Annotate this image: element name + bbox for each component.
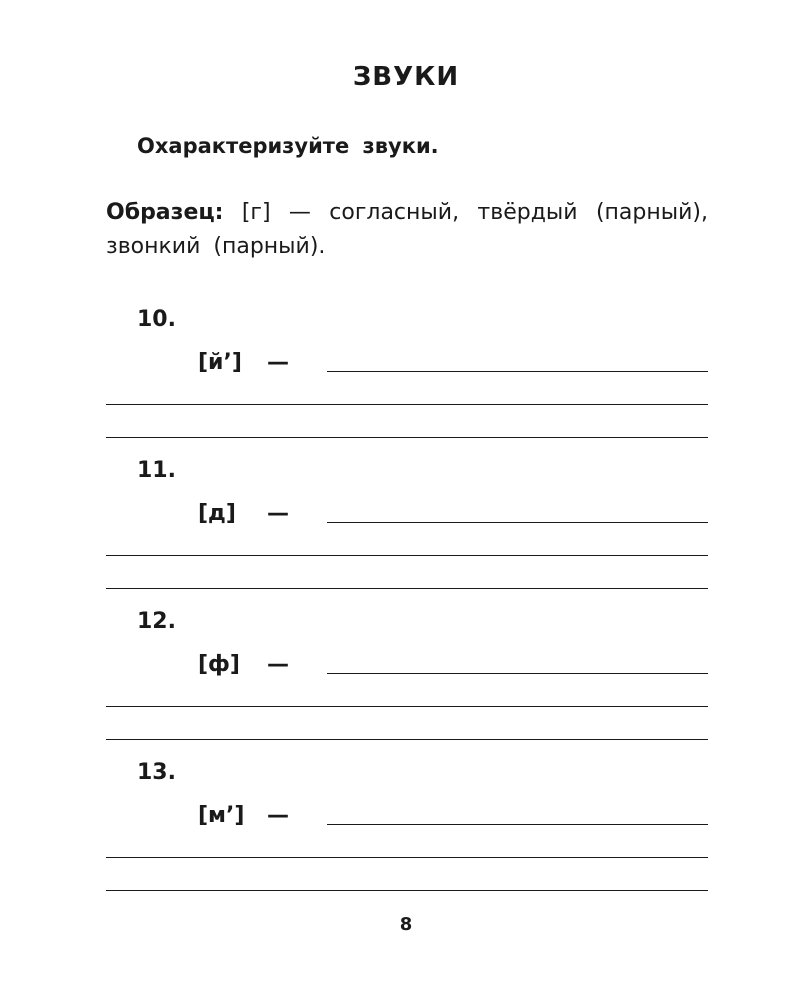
task-sound: [м’] <box>198 803 245 828</box>
page-title: ЗВУКИ <box>352 62 460 92</box>
answer-line[interactable] <box>106 437 708 438</box>
task-sound: [ф] <box>198 652 240 677</box>
task-number: 13. <box>137 760 176 785</box>
task-dash: — <box>267 501 289 526</box>
sample-block <box>106 196 708 264</box>
sample-text: [г] — согласный, твёрдый (парный), звонкий (парный). <box>106 200 708 259</box>
answer-line[interactable] <box>327 371 708 372</box>
task-12 <box>0 609 800 759</box>
answer-line[interactable] <box>106 588 708 589</box>
answer-line[interactable] <box>106 739 708 740</box>
answer-line[interactable] <box>106 404 708 405</box>
answer-line[interactable] <box>106 706 708 707</box>
answer-line[interactable] <box>327 673 708 674</box>
task-sound: [й’] <box>198 350 242 375</box>
task-dash: — <box>267 350 289 375</box>
task-dash: — <box>267 652 289 677</box>
task-11 <box>0 458 800 608</box>
answer-line[interactable] <box>327 522 708 523</box>
sample-label: Образец: <box>106 200 224 225</box>
page-number: 8 <box>399 914 413 935</box>
answer-line[interactable] <box>327 824 708 825</box>
answer-line[interactable] <box>106 555 708 556</box>
task-number: 12. <box>137 609 176 634</box>
task-sound: [д] <box>198 501 236 526</box>
task-dash: — <box>267 803 289 828</box>
task-10 <box>0 307 800 457</box>
task-13 <box>0 760 800 910</box>
task-number: 10. <box>137 307 176 332</box>
answer-line[interactable] <box>106 890 708 891</box>
answer-line[interactable] <box>106 857 708 858</box>
task-number: 11. <box>137 458 176 483</box>
instruction: Охарактеризуйте звуки. <box>137 134 439 158</box>
